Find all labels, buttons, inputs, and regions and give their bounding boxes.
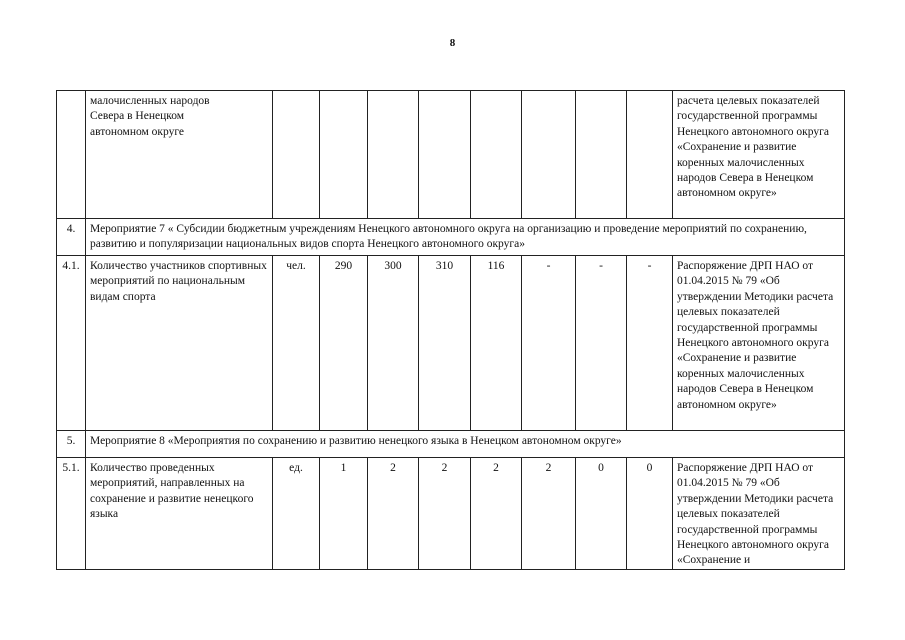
- indicator-name-cell: малочисленных народов Севера в Ненецком автономном округе: [86, 91, 273, 219]
- value-cell: [368, 91, 419, 219]
- section-title-cell: Мероприятие 8 «Мероприятия по сохранению и развитию ненецкого языка в Ненецком автономном округе»: [86, 431, 845, 458]
- value-cell: [627, 91, 673, 219]
- indicator-name-cell: Количество участников спортивных мероприятий по национальным видам спорта: [86, 256, 273, 431]
- unit-cell: ед.: [273, 458, 320, 570]
- value-cell: [522, 91, 576, 219]
- row-number-cell: [57, 91, 86, 219]
- value-cell: -: [627, 256, 673, 431]
- value-cell: 116: [471, 256, 522, 431]
- section-title-cell: Мероприятие 7 « Субсидии бюджетным учреждениям Ненецкого автономного округа на организацию и проведение мероприятий по сохранению, развитию и популяризации национальных видов спорта Ненецкого автономного округа»: [86, 219, 845, 256]
- value-cell: 0: [576, 458, 627, 570]
- value-cell: 2: [419, 458, 471, 570]
- table-row-indicator: [57, 256, 845, 431]
- source-cell: Распоряжение ДРП НАО от 01.04.2015 № 79 «Об утверждении Методики расчета целевых показателей государственной программы Ненецкого автономного округа «Сохранение и: [673, 458, 845, 570]
- value-cell: 290: [320, 256, 368, 431]
- page-number: 8: [449, 37, 456, 49]
- value-cell: 2: [522, 458, 576, 570]
- table-row-section: [57, 431, 845, 458]
- value-cell: 1: [320, 458, 368, 570]
- value-cell: -: [576, 256, 627, 431]
- row-number-cell: 4.: [57, 219, 86, 256]
- table-row-indicator: [57, 458, 845, 570]
- unit-cell: [273, 91, 320, 219]
- value-cell: 310: [419, 256, 471, 431]
- indicators-table: [56, 90, 845, 570]
- value-cell: 300: [368, 256, 419, 431]
- source-cell: Распоряжение ДРП НАО от 01.04.2015 № 79 «Об утверждении Методики расчета целевых показателей государственной программы Ненецкого автономного округа «Сохранение и развитие коренных малочисленных народов Севера в Ненецком автономном округе»: [673, 256, 845, 431]
- value-cell: 2: [471, 458, 522, 570]
- value-cell: [419, 91, 471, 219]
- value-cell: -: [522, 256, 576, 431]
- table-row-section: [57, 219, 845, 256]
- value-cell: [320, 91, 368, 219]
- table-row-continuation: [57, 91, 845, 219]
- row-number-cell: 5.1.: [57, 458, 86, 570]
- source-cell: расчета целевых показателей государственной программы Ненецкого автономного округа «Сохранение и развитие коренных малочисленных народов Севера в Ненецком автономном округе»: [673, 91, 845, 219]
- unit-cell: чел.: [273, 256, 320, 431]
- value-cell: [576, 91, 627, 219]
- value-cell: 2: [368, 458, 419, 570]
- value-cell: 0: [627, 458, 673, 570]
- row-number-cell: 4.1.: [57, 256, 86, 431]
- value-cell: [471, 91, 522, 219]
- row-number-cell: 5.: [57, 431, 86, 458]
- indicator-name-cell: Количество проведенных мероприятий, направленных на сохранение и развитие ненецкого языка: [86, 458, 273, 570]
